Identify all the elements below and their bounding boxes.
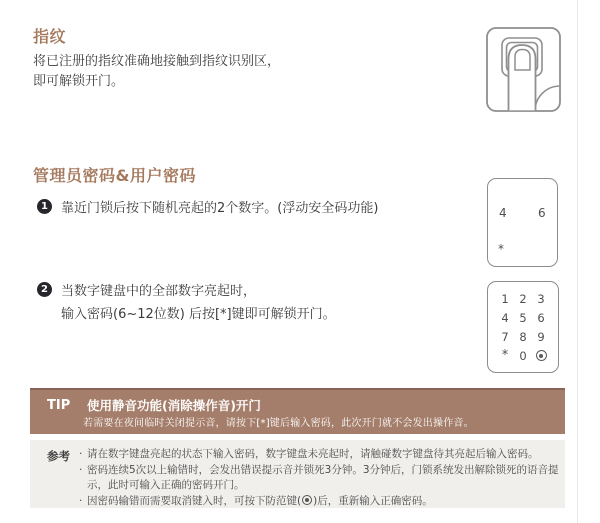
reference-bullet-3-text-post: )后，重新输入正确密码。 [313,494,433,507]
keypad-random-code-illustration [487,178,558,267]
keypad-random-key-4: 4 [499,206,507,220]
reference-bullet-2 [78,463,561,494]
keypad-key-2: 2 [519,291,527,306]
bullet-marker: · [79,494,83,507]
step-1-text: 靠近门锁后按下随机亮起的2个数字。(浮动安全码功能) [61,201,379,216]
step-2-number-badge: 2 [37,282,52,297]
keypad-random-star-key: * [498,242,504,256]
step-2-text-line1: 当数字键盘中的全部数字亮起时， [61,284,257,299]
reference-bullet-3 [78,494,561,510]
keypad-key-5: 5 [519,310,527,325]
reference-bullet-2-text: 密码连续5次以上输错时，会发出错误提示音并锁死3分钟。3分钟后，门锁系统发出解除锁死的语音提示，此时可输入正确的密码开门。 [87,463,559,491]
bullet-marker: · [79,463,83,476]
reference-note-box [30,440,565,508]
keypad-key-6: 6 [537,310,545,325]
fingerprint-touch-icon [485,26,563,118]
keypad-key-1: 1 [501,291,509,306]
keypad-key-4: 4 [501,310,509,325]
tip-title: 使用静音功能(消除操作音)开门 [87,398,261,413]
password-step-2 [37,280,336,326]
page-right-edge [577,0,578,523]
keypad-full-illustration [487,281,559,373]
password-step-1 [37,197,378,220]
security-key-icon [302,495,312,505]
keypad-key-9: 9 [537,329,545,344]
tip-banner [30,388,565,434]
keypad-key-8: 8 [519,329,527,344]
reference-label: 参考 [47,449,70,463]
step-1-number-badge: 1 [37,199,52,214]
security-key-icon [536,350,547,361]
keypad-key-0: 0 [519,348,527,363]
tip-body-text: 若需要在夜间临时关闭提示音，请按下[*]键后输入密码，此次开门就不会发出操作音。 [83,418,474,429]
password-section-heading: 管理员密码&用户密码 [33,166,196,185]
step-2-text [61,280,336,326]
fingerprint-instruction-line2: 即可解锁开门。 [33,74,125,89]
keypad-random-key-6: 6 [538,206,546,220]
reference-bullet-1 [78,447,561,463]
reference-bullet-3-text-pre: 因密码输错而需要取消键入时，可按下防范键( [87,494,302,507]
keypad-key-3: 3 [537,291,545,306]
reference-bullets [78,447,561,509]
step-2-text-line2: 输入密码(6~12位数) 后按[*]键即可解锁开门。 [61,307,336,322]
reference-bullet-1-text: 请在数字键盘亮起的状态下输入密码，数字键盘未亮起时，请触碰数字键盘待其亮起后输入密码。 [87,448,539,460]
fingerprint-instruction-line1: 将已注册的指纹准确地接触到指纹识别区， [33,54,281,69]
bullet-marker: · [79,448,83,460]
fingerprint-instructions [33,52,280,92]
tip-label: TIP [47,398,71,413]
keypad-star-key: * [501,348,509,363]
fingerprint-section-heading: 指纹 [33,27,67,46]
keypad-key-7: 7 [501,329,509,344]
